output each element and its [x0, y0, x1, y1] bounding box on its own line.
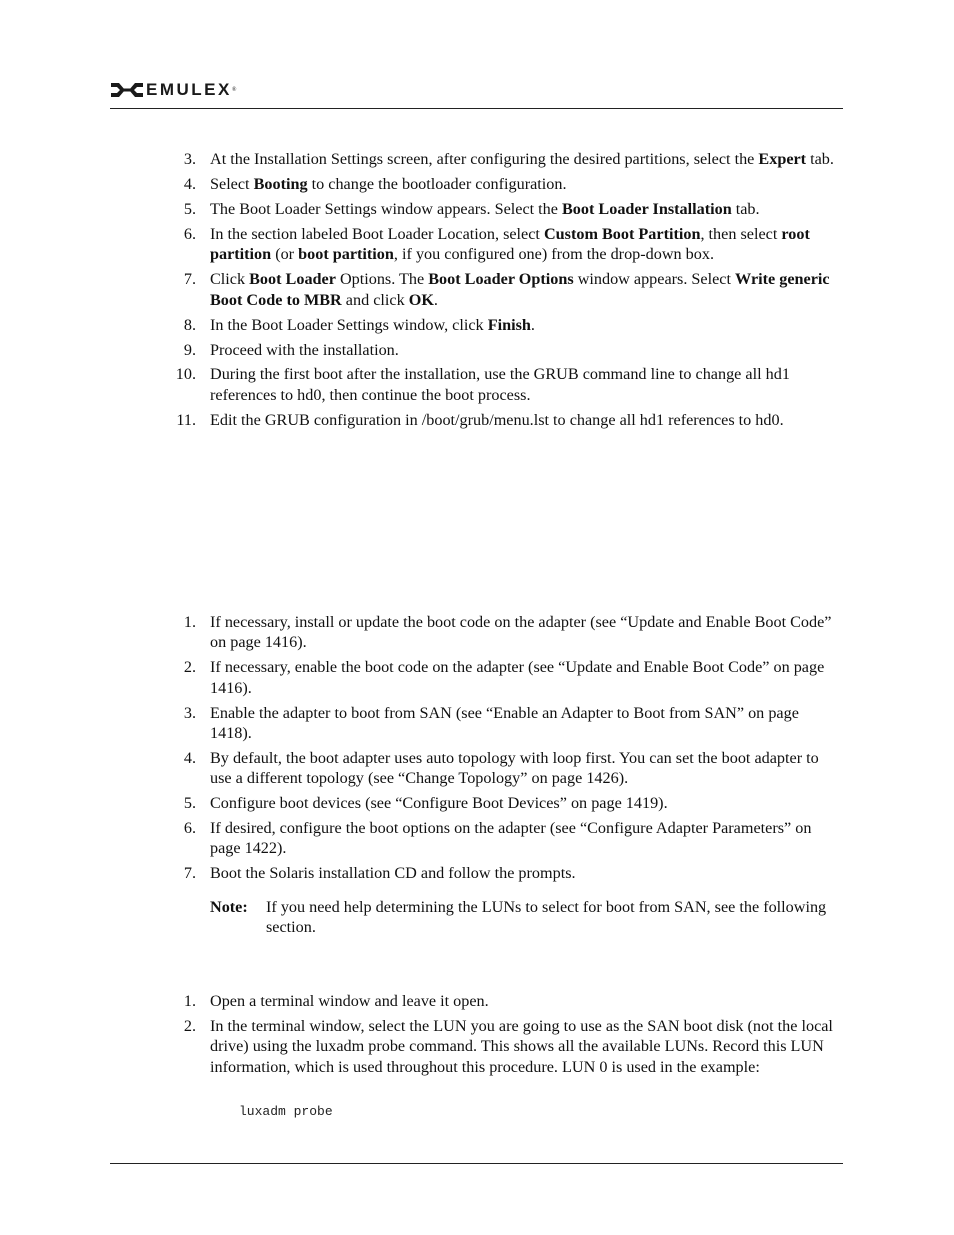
header-rule: [110, 108, 843, 109]
list-item: [0, 224, 840, 265]
list-item: [0, 818, 840, 859]
step-number: 2.: [183, 658, 196, 677]
list-item: [0, 703, 840, 744]
step-text: and click: [341, 290, 409, 309]
note-label: Note:: [210, 898, 248, 916]
bold-term: Finish: [487, 315, 531, 334]
step-number: 7.: [183, 270, 196, 289]
list-item: [0, 657, 840, 698]
list-item: [0, 364, 840, 405]
bold-term: Custom Boot Partition: [543, 224, 701, 243]
step-text: Proceed with the installation.: [210, 340, 399, 359]
bold-term: Write generic Boot Code to MBR: [210, 270, 830, 309]
bold-term: Boot Loader Options: [428, 270, 574, 289]
step-text: .: [530, 315, 535, 334]
step-text: Click: [210, 270, 250, 289]
step-text: Edit the GRUB configuration in /boot/grub/menu.lst to change all hd1 references to hd0.: [210, 410, 784, 429]
step-text: In the Boot Loader Settings window, click: [210, 315, 488, 334]
step-text: (or: [271, 245, 299, 264]
step-number: 2.: [183, 1016, 196, 1035]
bold-term: Expert: [758, 150, 807, 168]
step-text: window appears. Select: [573, 270, 736, 289]
step-text: , if you configured one) from the drop-down box.: [393, 245, 714, 264]
step-text: tab.: [731, 199, 760, 218]
step-text: Enable the adapter to boot from SAN (see “Enable an Adapter to Boot from SAN” on page 1418).: [210, 703, 799, 742]
step-number: 6.: [183, 224, 196, 243]
step-number: 11.: [176, 410, 196, 429]
step-text: In the section labeled Boot Loader Location, select: [210, 224, 544, 243]
step-number: 10.: [175, 365, 196, 384]
emulex-logo: [110, 80, 236, 100]
list-item: [0, 269, 840, 310]
step-number: 3.: [183, 703, 196, 722]
step-text: Select: [210, 174, 254, 193]
step-text: If necessary, enable the boot code on the adapter (see “Update and Enable Boot Code” on page 1416).: [210, 658, 825, 697]
emulex-logo-mark-icon: [110, 81, 144, 99]
note-text: If you need help determining the LUNs to select for boot from SAN, see the following section.: [266, 898, 827, 937]
step-text: tab.: [806, 150, 834, 168]
step-number: 4.: [183, 174, 196, 193]
step-number: 5.: [183, 794, 196, 813]
step-text: If desired, configure the boot options on the adapter (see “Configure Adapter Parameters” on page 1422).: [210, 819, 812, 858]
step-number: 5.: [183, 199, 196, 218]
step-text: Options. The: [335, 270, 429, 289]
bold-term: root partition: [210, 224, 810, 264]
list-item: [0, 174, 840, 194]
bootloader-steps-list: [0, 149, 840, 435]
list-item: [0, 340, 840, 360]
step-text: Open a terminal window and leave it open.: [210, 992, 489, 1010]
note: [210, 897, 840, 938]
logo-text: EMULEX: [146, 80, 232, 99]
step-number: 4.: [183, 748, 196, 767]
step-text: In the terminal window, select the LUN you are going to use as the SAN boot disk (not the local drive) using the luxadm probe command. This shows all the available LUNs. Record this LUN information, which is used throughout this procedure. LUN 0 is used in the example:: [210, 1016, 833, 1076]
code-sample: luxadm probe: [239, 1104, 333, 1119]
list-item: [0, 612, 840, 653]
bold-term: boot partition: [298, 245, 394, 264]
list-item: [0, 793, 840, 813]
list-item: [0, 1016, 840, 1077]
list-item: [0, 748, 840, 789]
step-number: 9.: [183, 340, 196, 359]
step-number: 7.: [183, 864, 196, 883]
step-number: 8.: [183, 315, 196, 334]
solaris-boot-steps-list: [0, 612, 840, 888]
step-text: , then select: [700, 224, 782, 243]
footer-rule: [110, 1163, 843, 1164]
bold-term: OK: [408, 290, 434, 309]
list-item: [0, 199, 840, 219]
lun-steps-list: [0, 991, 840, 1082]
bold-term: Boot Loader: [249, 270, 336, 289]
step-text: If necessary, install or update the boot code on the adapter (see “Update and Enable Boot Code” on page 1416).: [210, 613, 832, 652]
bold-term: Boot Loader Installation: [562, 199, 732, 218]
step-text: Configure boot devices (see “Configure Boot Devices” on page 1419).: [210, 794, 668, 813]
step-text: to change the bootloader configuration.: [307, 174, 567, 193]
list-item: [0, 863, 840, 883]
step-text: .: [433, 290, 438, 309]
step-number: 6.: [183, 819, 196, 838]
step-number: 1.: [183, 992, 196, 1010]
step-text: By default, the boot adapter uses auto topology with loop first. You can set the boot adapter to use a different topology (see “Change Topology” on page 1426).: [210, 748, 819, 788]
step-text: At the Installation Settings screen, after configuring the desired partitions, select the: [210, 150, 759, 168]
list-item: [0, 149, 840, 169]
step-number: 3.: [183, 150, 196, 168]
step-text: Boot the Solaris installation CD and follow the prompts.: [210, 864, 576, 883]
logo-trademark: ®: [231, 87, 237, 93]
step-number: 1.: [183, 613, 196, 631]
list-item: [0, 410, 840, 430]
step-text: The Boot Loader Settings window appears. Select the: [210, 199, 562, 218]
bold-term: Booting: [253, 174, 308, 193]
step-text: During the first boot after the installation, use the GRUB command line to change all hd1 references to hd0, then continue the boot process.: [210, 365, 790, 404]
list-item: [0, 991, 840, 1011]
list-item: [0, 315, 840, 335]
